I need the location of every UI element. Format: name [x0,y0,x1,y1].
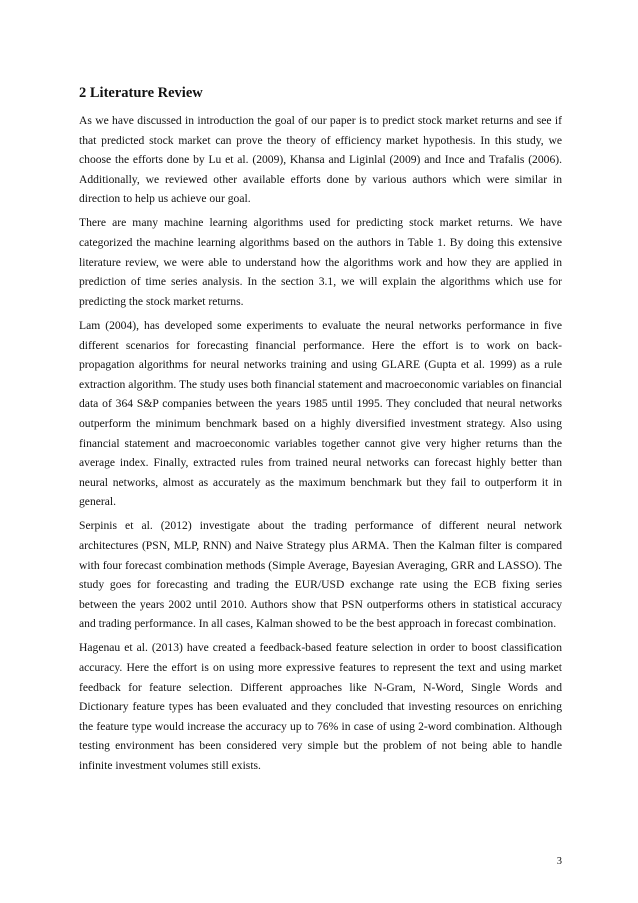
paragraph-hagenau-2013: Hagenau et al. (2013) have created a feedback-based feature selection in order to boost classification accuracy. Here the effort is on using more expressive features to represent the text and using market feedback for feature selection. Different approaches like N-Gram, N-Word, Single Words and Dictionary feature types has been evaluated and they concluded that investing resources on enriching the feature type would increase the accuracy up to 76% in case of using 2-word combination. Although testing environment has been considered very simple but the problem of not being able to handle infinite investment volumes still exists. [79,641,562,772]
paragraph-ml-algorithms: There are many machine learning algorithms used for predicting stock market returns. We have categorized the machine learning algorithms based on the authors in Table 1. By doing this extensive literature review, we were able to understand how the algorithms work and how they are applied in prediction of time series analysis. In the section 3.1, we will explain the algorithms which use for predicting the stock market returns. [79,216,562,308]
page-number: 3 [556,856,562,867]
paragraph-introduction: As we have discussed in introduction the goal of our paper is to predict stock market returns and see if that predicted stock market can prove the theory of efficiency market hypothesis. In this study, we choose the efforts done by Lu et al. (2009), Khansa and Liginlal (2009) and Ince and Trafalis (2006). Additionally, we reviewed other available efforts done by various authors which were similar in direction to help us achieve our goal. [79,114,562,206]
section-heading: 2 Literature Review [79,85,203,101]
page-content [79,84,562,780]
paragraph-sermpinis-2012: Serpinis et al. (2012) investigate about the trading performance of different neural network architectures (PSN, MLP, RNN) and Naive Strategy plus ARMA. Then the Kalman filter is compared with four forecast combination methods (Simple Average, Bayesian Averaging, GRR and LASSO). The study goes for forecasting and trading the EUR/USD exchange rate using the ECB fixing series between the years 2002 until 2010. Authors show that PSN outperforms others in statistical accuracy and trading performance. In all cases, Kalman showed to be the best approach in forecast combination. [79,519,562,631]
paragraph-lam-2004: Lam (2004), has developed some experiments to evaluate the neural networks performance in five different scenarios for forecasting financial performance. Here the effort is to work on back-propagation algorithms for neural networks training and using GLARE (Gupta et al. 1999) as a rule extraction algorithm. The study uses both financial statement and macroeconomic variables on financial data of 364 S&P companies between the years 1985 until 1995. They concluded that neural networks outperform the minimum benchmark based on a highly diversified investment strategy. Also using financial statement and macroeconomic variables together cannot give very higher returns than the average index. Finally, extracted rules from trained neural networks can forecast highly better than neural networks, almost as accurately as the maximum benchmark but they fail to outperform it in general. [79,318,562,509]
